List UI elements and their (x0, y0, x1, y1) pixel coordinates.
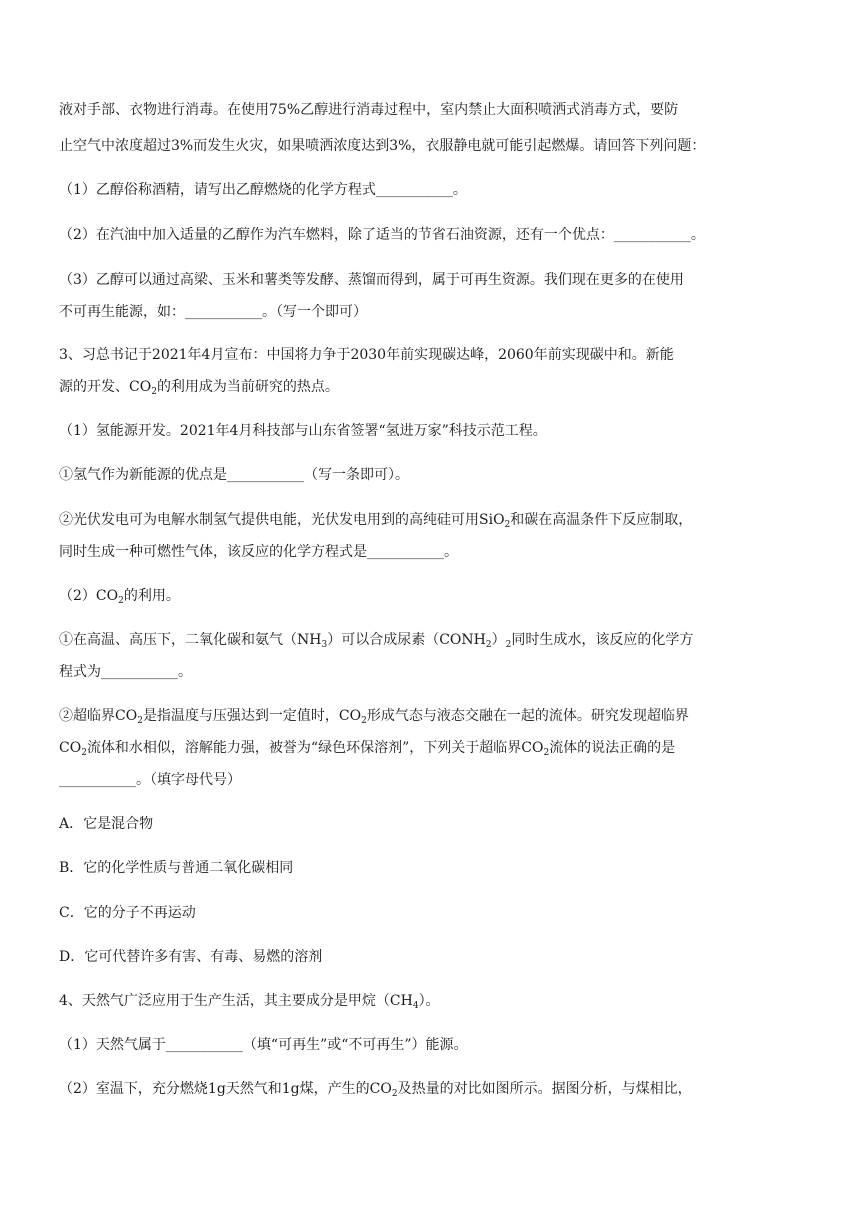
text-line (59, 770, 811, 790)
text-run: 流体和水相似，溶解能力强，被誉为“绿色环保溶剂”，下列关于超临界CO (86, 740, 544, 756)
subscript: 2 (151, 387, 157, 397)
text-run: 的利用。 (123, 588, 180, 604)
subscript: 2 (391, 1089, 398, 1099)
text-line (59, 947, 811, 967)
text-line (59, 738, 811, 758)
text-run: ）可以合成尿素（CONH (327, 632, 486, 648)
text-line (59, 345, 811, 365)
subscript: 2 (505, 640, 512, 650)
text-line (59, 706, 811, 726)
text-run: 4、天然气广泛应用于生产生活，其主要成分是甲烷（CH (59, 993, 413, 1009)
text-run: 同时生成水，该反应的化学方 (511, 632, 694, 648)
text-run: 3、习总书记于2021年4月宣布：中国将力争于2030年前实现碳达峰，2060年前实现碳中和。新能 (59, 347, 674, 363)
text-run: （3）乙醇可以通过高梁、玉米和薯类等发酵、蒸馏而得到，属于可再生资源。我们现在更多的在使用 (59, 272, 684, 288)
text-line (59, 302, 811, 322)
text-run: （1）乙醇俗称酒精，请写出乙醇燃烧的化学方程式___________。 (59, 182, 467, 198)
text-line (59, 377, 811, 397)
text-run: ） (491, 632, 506, 648)
text-run: CO (59, 740, 82, 756)
text-run: 不可再生能源，如：___________。（写一个即可） (59, 304, 367, 320)
text-run: 的利用成为当前研究的热点。 (156, 379, 339, 395)
text-run: ①在高温、高压下，二氧化碳和氨气（NH (59, 632, 322, 648)
text-line (59, 270, 811, 290)
text-line (59, 510, 811, 530)
text-line (59, 100, 811, 120)
subscript: 4 (412, 1001, 419, 1011)
text-run: （2）室温下，充分燃烧1g天然气和1g煤，产生的CO (59, 1081, 392, 1097)
subscript: 2 (543, 748, 550, 758)
text-line (59, 421, 811, 441)
text-run: 流体的说法正确的是 (549, 740, 676, 756)
text-line (59, 991, 811, 1011)
text-run: 同时生成一种可燃性气体，该反应的化学方程式是___________。 (59, 544, 458, 560)
text-line (59, 903, 811, 923)
text-line (59, 542, 811, 562)
text-run: 和碳在高温条件下反应制取， (510, 512, 693, 528)
subscript: 2 (485, 640, 492, 650)
text-run: 及热量的对比如图所示。据图分析，与煤相比， (397, 1081, 692, 1097)
subscript: 2 (81, 748, 87, 758)
text-run: （2）CO (59, 588, 119, 604)
text-run: D．它可代替许多有害、有毒、易燃的溶剂 (59, 949, 323, 965)
text-run: A．它是混合物 (59, 816, 154, 832)
text-run: （2）在汽油中加入适量的乙醇作为汽车燃料，除了适当的节省石油资源，还有一个优点：___________。 (59, 227, 705, 243)
text-run: C．它的分子不再运动 (59, 905, 196, 921)
text-line (59, 814, 811, 834)
text-run: ）。 (418, 993, 440, 1009)
subscript: 2 (118, 596, 124, 606)
text-line (59, 465, 811, 485)
text-run: ②光伏发电可为电解水制氢气提供电能，光伏发电用到的高纯硅可用SiO (59, 512, 505, 528)
text-line (59, 630, 811, 650)
subscript: 2 (504, 520, 511, 530)
text-line (59, 180, 811, 200)
text-run: ①氢气作为新能源的优点是___________（写一条即可）。 (59, 467, 409, 483)
text-line (59, 225, 811, 245)
subscript: 3 (321, 640, 328, 650)
text-run: ②超临界CO (59, 708, 138, 724)
text-run: 程式为___________。 (59, 664, 192, 680)
text-run: B．它的化学性质与普通二氧化碳相同 (59, 860, 294, 876)
text-run: （1）天然气属于___________（填“可再生”或“不可再生”）能源。 (59, 1037, 468, 1053)
text-run: 源的开发、CO (59, 379, 152, 395)
text-run: （1）氢能源开发。2021年4月科技部与山东省签署“氢进万家”科技示范工程。 (59, 423, 547, 439)
text-line (59, 1035, 811, 1055)
text-run: ___________。（填字母代号） (59, 772, 241, 788)
subscript: 2 (361, 716, 367, 726)
text-line (59, 1079, 811, 1099)
text-run: 液对手部、衣物进行消毒。在使用75%乙醇进行消毒过程中，室内禁止大面积喷洒式消毒方式，要防 (59, 102, 679, 118)
subscript: 2 (137, 716, 143, 726)
text-line (59, 136, 811, 156)
text-run: 止空气中浓度超过3%而发生火灾，如果喷洒浓度达到3%，衣服静电就可能引起燃爆。请回答下列问题： (59, 138, 706, 154)
text-run: 形成气态与液态交融在一起的流体。研究发现超临界 (366, 708, 689, 724)
text-run: 是指温度与压强达到一定值时，CO (142, 708, 362, 724)
text-line (59, 662, 811, 682)
text-line (59, 858, 811, 878)
text-line (59, 586, 811, 606)
